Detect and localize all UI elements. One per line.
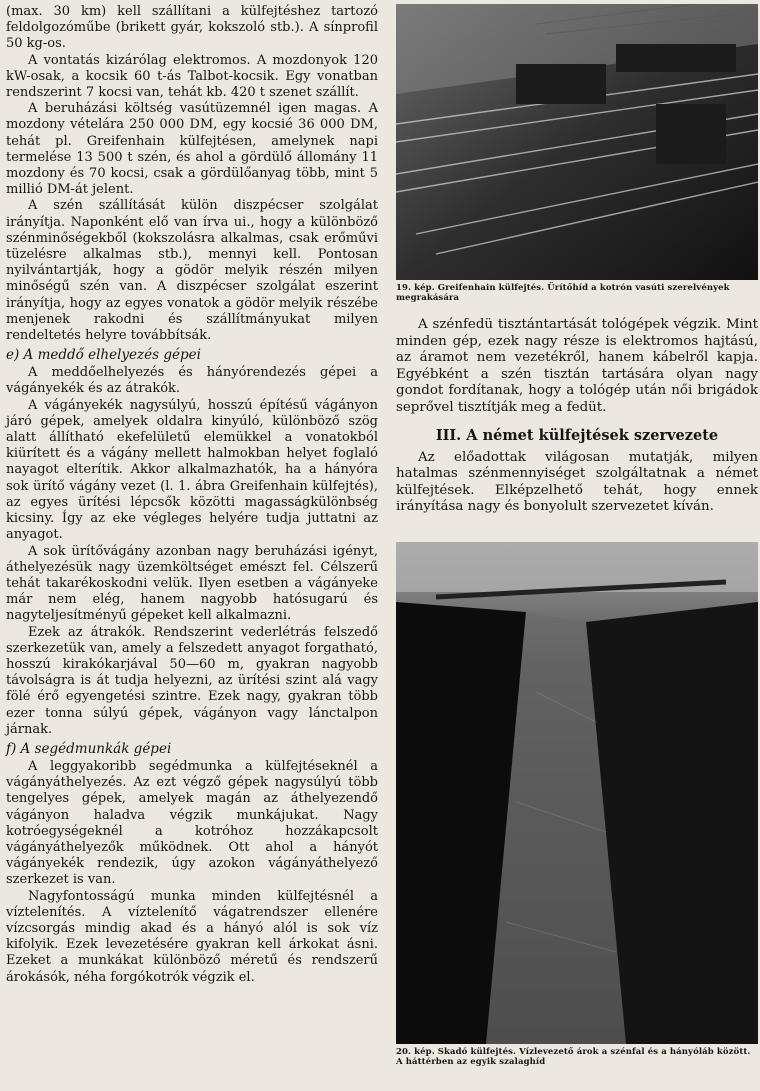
photo-20 — [396, 542, 758, 1044]
paragraph: A leggyakoribb segédmunka a külfejtéseknél a vágányáthelyezés. Az ezt végző gépek nagysúlyú több tengelyes gépek, amelyek magán az áthelyezendő vágányon haladva végzik munkájukat. Nagy kotróegységeknél a kotróhoz hozzákapcsolt vágányáthelyezők működnek. Ott ahol a hányót vágányekék rendezik, úgy azokon vágányáthelyező szerkezet is van. — [6, 758, 378, 888]
paragraph: A beruházási költség vasútüzemnél igen magas. A mozdony vételára 250 000 DM, egy kocsié 36 000 DM, tehát pl. Greifenhain külfejtésen, amelynek napi termelése 13 500 t szén, és ahol a gördülő állomány 11 mozdony és 70 kocsi, csak a gördülőanyag több, mint 5 millió DM-át jelent. — [6, 101, 378, 198]
photo-19-image — [396, 4, 758, 280]
paragraph: A szén szállítását külön diszpécser szolgálat irányítja. Naponként elő van írva ui., hogy a különböző szénminőségekből (kokszolásra alkalmas, csak erőművi tüzelésre alkalmas stb.), mennyi kell. Pontosan nyilvántartják, hogy a gödör melyik részén milyen minőségű szén van. A diszpécser szolgálat eszerint irányítja, hogy az egyes vonatok a gödör melyik részébe menjenek rakodni és szállítmányukat milyen rendeltetés helyre továbbítsák. — [6, 198, 378, 344]
section-title: III. A német külfejtések szervezete — [435, 426, 719, 444]
paragraph: A vágányekék nagysúlyú, hosszú építésű vágányon járó gépek, amelyek oldalra kinyúló, különböző szög alatt állítható ekefelületű elemükkel a vonatokból kiürített és a vágány mellett halmokban helyet foglaló nayagot elterítik. Akkor alkalmazhatók, ha a hányóra sok ürítő vágány vezet (l. 1. ábra Greifenhain külfejtés), az egyes ürítési lépcsők közötti magasságkülönbség kicsiny. Így az eke végleges helyére tudja juttatni az anyagot. — [6, 397, 378, 543]
right-column — [396, 4, 758, 1067]
paragraph: A vontatás kizárólag elektromos. A mozdonyok 120 kW-osak, a kocsik 60 t-ás Talbot-kocsik. Egy vonatban rendszerint 7 kocsi van, tehát kb. 420 t szenet szállít. — [6, 52, 378, 101]
photo-20-image — [396, 542, 758, 1044]
paragraph: A szénfedü tisztántartását tológépek végzik. Mint minden gép, ezek nagy része is elektromos hajtású, az áramot nem vezetékről, hanem kábelről kapja. Egyébként a szén tisztán tartására olyan nagy gondot fordítanak, hogy a tológép után női brigádok seprővel tisztítják meg a fedüt. — [396, 317, 758, 415]
subheading-f: f) A segédmunkák gépei — [6, 740, 172, 757]
left-column — [6, 4, 378, 986]
paragraph: Nagyfontosságú munka minden külfejtésnél a víztelenítés. A víztelenítő vágatrendszer ellenére vízcsorgás mindig akad és a hányó alól is sok víz kifolyik. Ezek levezetésére gyakran kell árkokat ásni. Ezeket a munkákat különböző méretű és rendszerű árokásók, néha forgókotrók végzik el. — [6, 888, 378, 985]
paragraph: A meddőelhelyezés és hányórendezés gépei a vágányekék és az átrakók. — [6, 365, 378, 397]
caption-20: 20. kép. Skadó külfejtés. Vízlevezető árok a szénfal és a hányóláb között. A háttérben az egyik szalaghíd — [396, 1046, 751, 1067]
caption-19: 19. kép. Greifenhain külfejtés. Ürítőhíd a kotrón vasúti szerelvények megrakására — [396, 283, 730, 303]
photo-19 — [396, 4, 758, 280]
paragraph: Ezek az átrakók. Rendszerint vederlétrás felszedő szerkezetük van, amely a felszedett anyagot forgatható, hosszú kirakókarjával 50—60 m, gyakran nagyobb távolságra is át tudja helyezni, az ürítési szint alá vagy fölé érő egyengetési szintre. Ezek nagy, gyakran több ezer tonna súlyú gépek, vágányon vagy lánctalpon járnak. — [6, 624, 378, 737]
subheading-e: e) A meddő elhelyezés gépei — [6, 347, 201, 364]
paragraph-continued: (max. 30 km) kell szállítani a külfejtéshez tartozó feldolgozóműbe (brikett gyár, kokszoló stb.). A sínprofil 50 kg-os. — [6, 4, 378, 52]
paragraph: Az előadottak világosan mutatják, milyen hatalmas szénmennyiséget szolgáltatnak a német külfejtések. Elképzelhető tehát, hogy ennek irányítása nagy és bonyolult szervezetet kíván. — [396, 449, 758, 515]
paragraph: A sok ürítővágány azonban nagy beruházási igényt, áthelyezésük nagy üzemköltséget emészt fel. Célszerű tehát takarékoskodni velük. Ilyen esetben a vágányeke már nem elég, hanem nagyobb hatósugarú és nagyteljesítményű gépeket kell alkalmazni. — [6, 543, 378, 624]
